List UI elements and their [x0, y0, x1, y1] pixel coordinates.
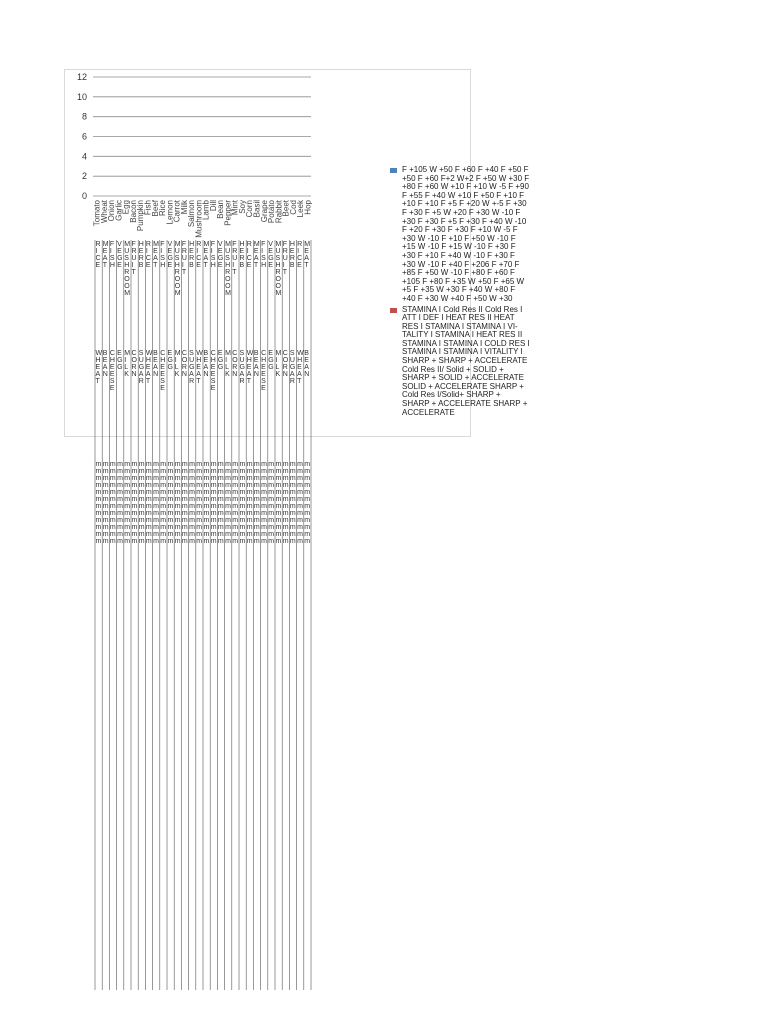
table-cell-text: C O R N [232, 350, 238, 378]
table-cell-text: F R U I T [282, 241, 288, 276]
x-category-label: Milk [179, 200, 189, 215]
table-cell-text: F I S H [109, 241, 115, 269]
legend-item-2 [390, 306, 530, 418]
table-cell-text: m m m m m m m m m m m m [196, 461, 203, 545]
x-category-label: Wheat [99, 200, 109, 224]
table-cell-text: S U G A R [138, 350, 145, 385]
table-cell-text: C H E E S E [109, 350, 115, 392]
y-tick-label: 2 [81, 171, 87, 182]
x-category-label: Corn [245, 200, 255, 218]
table-cell-text: M E A T [304, 241, 311, 269]
table-cell-text: M E A T [253, 241, 260, 269]
table-cell-text: R I C E [95, 241, 101, 269]
table-cell-text: W H E A T [297, 350, 304, 385]
table-cell-text: B E A N [304, 350, 310, 378]
x-category-label: Hop [303, 200, 313, 215]
x-category-label: Rabbit [274, 200, 284, 224]
x-category-label: Potato [267, 200, 277, 224]
table-cell-text: R I C E [246, 241, 252, 269]
table-cell-text: F R U I T [232, 241, 238, 276]
table-cell-text: E G G [217, 350, 224, 371]
table-cell-text: m m m m m m m m m m m m [124, 461, 131, 545]
table-cell-text: W H E A T [196, 350, 203, 385]
table-cell-text: V E G E [217, 241, 224, 269]
table-cell-text: m m m m m m m m m m m m [232, 461, 239, 545]
table-cell-text: m m m m m m m m m m m m [297, 461, 303, 545]
table-cell-text: M E A T [102, 241, 109, 269]
x-category-label: Rice [158, 200, 168, 217]
table-cell-text: H E R B [239, 241, 245, 269]
table-cell-text: m m m m m m m m m m m m [181, 461, 188, 545]
table-cell-text: B E A N [203, 350, 209, 378]
table-cell-text: m m m m m m m m m m m m [275, 461, 282, 545]
x-category-label: Egg [121, 200, 131, 215]
x-category-label: Grape [259, 200, 269, 223]
table-cell-text: F I S H [210, 241, 216, 269]
table-cell-text: B E A N [253, 350, 259, 378]
table-cell-text: E G G [268, 350, 274, 371]
chart-legend [390, 166, 530, 419]
table-cell-text: F I S H [160, 241, 166, 269]
x-category-label: Carrot [172, 200, 182, 223]
table-cell-text: C O R N [131, 350, 137, 378]
x-category-label: Salmon [187, 200, 197, 228]
table-cell-text: m m m m m m m m m m m m [131, 461, 138, 545]
table-cell-text: m m m m m m m m m m m m [246, 461, 253, 545]
table-cell-text: M I L K [275, 350, 282, 378]
table-cell-text: M U S H R O O M [225, 241, 231, 297]
table-cell-text: V E G E [268, 241, 274, 269]
x-category-label: Bacon [128, 200, 138, 223]
x-category-label: Tomato [92, 200, 102, 227]
table-cell-text: m m m m m m m m m m m m [138, 461, 145, 545]
table-cell-text: S U G A R [239, 350, 245, 385]
table-cell-text: m m m m m m m m m m m m [268, 461, 275, 545]
x-category-label: Beef [150, 200, 160, 217]
table-cell-text: m m m m m m m m m m m m [167, 461, 174, 545]
table-cell-text: C O R N [181, 350, 188, 378]
table-cell-text: m m m m m m m m m m m m [102, 461, 109, 545]
table-cell-text: E G G [167, 350, 173, 371]
x-category-label: Mushroom [194, 200, 204, 238]
x-category-label: Lamb [201, 200, 211, 221]
table-cell-text: W H E A T [246, 350, 254, 385]
table-cell-text: m m m m m m m m m m m m [304, 461, 311, 545]
table-cell-text: M U S H R O O M [124, 241, 131, 297]
table-cell-text: C H E E S E [210, 350, 216, 392]
table-cell-text: M U S H R O O M [174, 241, 181, 297]
x-category-label: Lemon [165, 200, 175, 225]
x-category-label: Fish [143, 200, 153, 216]
table-cell-text: B E A N [153, 350, 159, 378]
x-category-label: Pepper [223, 200, 233, 226]
x-category-label: Leek [296, 200, 306, 218]
y-tick-label: 0 [81, 191, 87, 201]
table-cell-text: m m m m m m m m m m m m [95, 461, 102, 545]
table-cell-text: C O R N [282, 350, 289, 378]
table-cell-text: m m m m m m m m m m m m [289, 461, 296, 545]
y-tick-label: 6 [81, 131, 87, 142]
y-tick-label: 10 [76, 91, 87, 102]
table-cell-text: M I L K [225, 350, 231, 378]
legend-item-1 [390, 166, 530, 304]
table-cell-text: H E R B [138, 241, 144, 269]
table-cell-text: S U G A R [289, 350, 296, 385]
legend-swatch [390, 168, 397, 173]
table-cell-text: m m m m m m m m m m m m [189, 461, 195, 545]
table-cell-text: m m m m m m m m m m m m [109, 461, 116, 545]
table-cell-text: R I C E [145, 241, 151, 269]
table-cell-text: m m m m m m m m m m m m [253, 461, 260, 545]
table-cell-text: M U S H R O O M [275, 241, 282, 297]
table-cell-text: R I C E [297, 241, 303, 269]
y-tick-label: 8 [81, 111, 87, 122]
table-cell-text: m m m m m m m m m m m m [239, 461, 246, 545]
table-cell-text: V E G E [117, 241, 123, 269]
table-cell-text: W H E A T [145, 350, 153, 385]
table-cell-text: C H E E S E [160, 350, 166, 392]
table-cell-text: C H E E S E [261, 350, 267, 392]
x-category-label: Cod [288, 200, 298, 215]
table-cell-text: M E A T [203, 241, 210, 269]
table-cell-text: m m m m m m m m m m m m [160, 461, 167, 545]
table-cell-text: m m m m m m m m m m m m [174, 461, 181, 545]
legend-label: F +105 W +50 F +60 F +40 F +50 F +50 F +60 F+2 W+2 F +50 W +30 F +80 F +60 W +10 F +10 W -5 F +90 F +55 F +40 W +10 F +50 F +10 F +10 F +10 F +5 F +20 W +-5 F +30 F +30 F +5 W +20 F +30 W -10 F +30 F +30 F +5 F +30 F +40 W -10 F +20 F +30 F +30 F +10 W -5 F +30 W -10 F +10 F +50 W -10 F +15 W -10 F +15 W -10 F +30 F +30 F +10 F +40 W -10 F +30 F +30 W -10 F +40 F +206 F +70 F +85 F +50 W -10 F +80 F +60 F +105 F +80 F +35 W +50 F +65 W +5 F +35 W +30 F +40 W +80 F +40 F +30 W +40 F +50 W +30 [402, 165, 530, 303]
table-cell-text: H E R B [189, 241, 195, 269]
table-cell-text: m m m m m m m m m m m m [282, 461, 289, 545]
x-category-label: Bean [216, 200, 226, 219]
table-cell-text: m m m m m m m m m m m m [153, 461, 159, 545]
table-cell-text: F I S H [261, 241, 267, 269]
x-category-label: Onion [107, 200, 117, 222]
x-category-label: Soy [237, 200, 247, 214]
table-cell-text: F R U I T [131, 241, 137, 276]
table-cell-text: m m m m m m m m m m m m [261, 461, 267, 545]
x-category-label: Dill [208, 200, 218, 212]
table-cell-text: M I L K [174, 350, 181, 378]
table-cell-text: m m m m m m m m m m m m [225, 461, 231, 545]
x-category-label: Garlic [114, 200, 124, 221]
table-cell-text: R I C E [196, 241, 202, 269]
x-category-label: Pumpkin [136, 200, 146, 232]
table-cell-text: M E A T [153, 241, 159, 269]
table-cell-text: V E G E [167, 241, 173, 269]
table-cell-text: m m m m m m m m m m m m [217, 461, 224, 545]
table-cell-text: M I L K [124, 350, 131, 378]
chart-frame [64, 69, 530, 437]
table-cell-text: m m m m m m m m m m m m [117, 461, 123, 545]
legend-label: STAMINA I Cold Res II Cold Res I ATT I DEF I HEAT RES II HEAT RES I STAMINA I STAMINA I VI-TALITY I STAMINA I HEAT RES II STAMINA I STAMINA I COLD RES I STAMINA I STAMINA I VITALITY I SHARP + SHARP + ACCELERATE Cold Res II/ Solid + SOLID + SHARP + SOLID + ACCELERATE SOLID + ACCELERATE SHARP + Cold Res I/Solid+ SHARP + SHARP + ACCELERATE SHARP + ACCELERATE [402, 304, 530, 417]
table-cell-text: W H E A T [95, 350, 103, 385]
table-cell-text: m m m m m m m m m m m m [145, 461, 152, 545]
legend-swatch [390, 308, 397, 313]
y-tick-label: 4 [81, 151, 87, 162]
table-cell-text: S U G A R [189, 350, 195, 385]
table-cell-text: m m m m m m m m m m m m [203, 461, 210, 545]
x-category-label: Beet [281, 200, 291, 217]
table-cell-text: m m m m m m m m m m m m [210, 461, 217, 545]
y-tick-label: 12 [76, 72, 87, 82]
x-category-label: Mint [230, 200, 240, 216]
table-cell-text: F R U I T [181, 241, 187, 276]
table-cell-text: E G G [117, 350, 123, 371]
x-category-label: Basil [252, 200, 262, 218]
table-cell-text: B E A N [102, 350, 108, 378]
table-cell-text: H E R B [289, 241, 295, 269]
